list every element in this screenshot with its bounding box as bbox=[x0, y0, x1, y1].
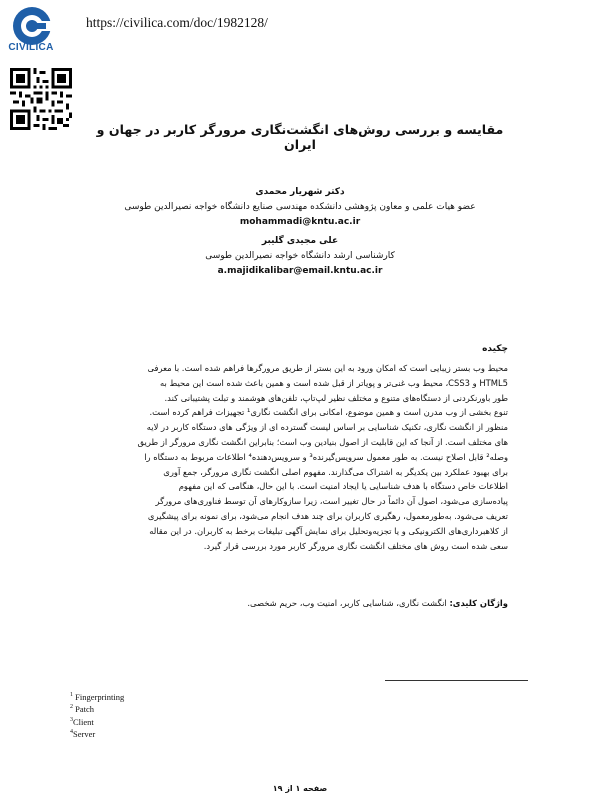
author-2-affiliation: کارشناسی ارشد دانشگاه خواجه نصیرالدین طوسی bbox=[205, 251, 395, 261]
keywords-label: واژگان کلیدی: bbox=[449, 598, 508, 608]
abstract-heading: چکیده bbox=[482, 344, 508, 354]
paper-title: مقایسه و بررسی روش‌های انگشت‌نگاری مرورگر کاربر در جهان و ایران bbox=[96, 122, 504, 152]
abstract-body bbox=[92, 361, 508, 553]
abstract-line: تعریف می‌شود. به‌طورمعمول، رهگیری کاربران برای چند هدف انجام می‌شود، برای نمونه برای پیشگیری bbox=[147, 510, 508, 521]
document-url[interactable]: https://civilica.com/doc/1982128/ bbox=[86, 15, 268, 30]
abstract-line: HTML5 و CSS3، محیط وب غنی‌تر و پویاتر از قبل شده است و همین باعث شده است این محیط به bbox=[160, 377, 508, 388]
keywords-line bbox=[247, 598, 508, 608]
author-1-block bbox=[60, 185, 540, 230]
author-2-name: علی مجیدی گلیبر bbox=[261, 236, 339, 246]
footnote-item: $^3$Client bbox=[70, 716, 94, 727]
abstract-line: از کلاهبرداری‌های الکترونیکی و یا تجزیه‌وتحلیل برای نمایش آگهی تبلیغات برخط به کاربران. در این مقاله bbox=[149, 525, 508, 536]
abstract-line: منظور از انگشت نگاری، تکنیک شناسایی بر اساس لیست گسترده ای از ویژگی های دستگاه کاربر در لایه bbox=[146, 422, 508, 433]
abstract-line: های مختلف است. از آنجا که این قابلیت از اصول بنیادین وب است؛ بنابراین انگشت نگاری مرورگر از طریق bbox=[137, 436, 508, 447]
abstract-line: برای بهبود عملکرد بین یکدیگر به اشتراک می‌گذارند. مفهوم اصلی انگشت نگاری مرورگر، جمع آوری bbox=[163, 466, 508, 477]
footnote-item: $^1$ Fingerprinting bbox=[70, 691, 125, 702]
abstract-line: طور باورنکردنی از دستگاه‌های متنوع و مختلف نظیر لپ‌تاپ، تلفن‌های هوشمند و تبلت پشتیبانی کند. bbox=[164, 392, 508, 403]
qr-code-icon bbox=[10, 68, 72, 130]
abstract-line: اطلاعات خاص دستگاه با هدف شناسایی یا ایجاد امنیت است. با این حال، هنگامی که این مفهوم bbox=[178, 481, 508, 492]
author-1-email[interactable]: mohammadi@kntu.ac.ir bbox=[239, 217, 361, 227]
page-number: صفحه ۱ از ۱۹ bbox=[272, 784, 328, 793]
keywords-text: انگشت نگاری، شناسایی کاربر، امنیت وب، حریم شخصی. bbox=[247, 598, 447, 608]
author-1-affiliation: عضو هیات علمی و معاون پژوهشی دانشکده مهندسی صنایع دانشگاه خواجه نصیرالدین طوسی bbox=[124, 202, 476, 212]
abstract-line: پیاده‌سازی می‌شود، اصول آن دائماً در حال تغییر است، زیرا سازوکارهای آن توسط فناوری‌های مرورگر bbox=[155, 496, 508, 507]
abstract-line: وصله² قابل اصلاح نیست. به طور معمول سرویس‌گیرنده³ و سرویس‌دهنده⁴ اطلاعات مربوط به دستگاه را bbox=[144, 451, 508, 462]
author-1-name: دکتر شهریار محمدی bbox=[255, 187, 345, 197]
author-2-email[interactable]: a.majidikalibar@email.kntu.ac.ir bbox=[217, 266, 383, 276]
abstract-line: تنوع بخشی از وب مدرن است و همین موضوع، امکانی برای انگشت نگاری¹ تجهیزات فراهم کرده است. bbox=[149, 407, 508, 418]
abstract-line: محیط وب بستر زیبایی است که امکان ورود به این بستر از طریق مرورگرها فراهم شده است. با معرفی bbox=[147, 363, 508, 373]
footnotes bbox=[70, 690, 124, 739]
footnote-item: $^4$Server bbox=[70, 728, 96, 739]
footnote-item: $^2$ Patch bbox=[70, 704, 95, 715]
brand-name: CIVILICA bbox=[8, 42, 54, 53]
footnote-divider bbox=[385, 680, 528, 681]
abstract-line: سعی شده است روش های مختلف انگشت نگاری مرورگر کاربر مورد بررسی قرار گیرد. bbox=[203, 540, 508, 551]
author-2-block bbox=[60, 234, 540, 279]
